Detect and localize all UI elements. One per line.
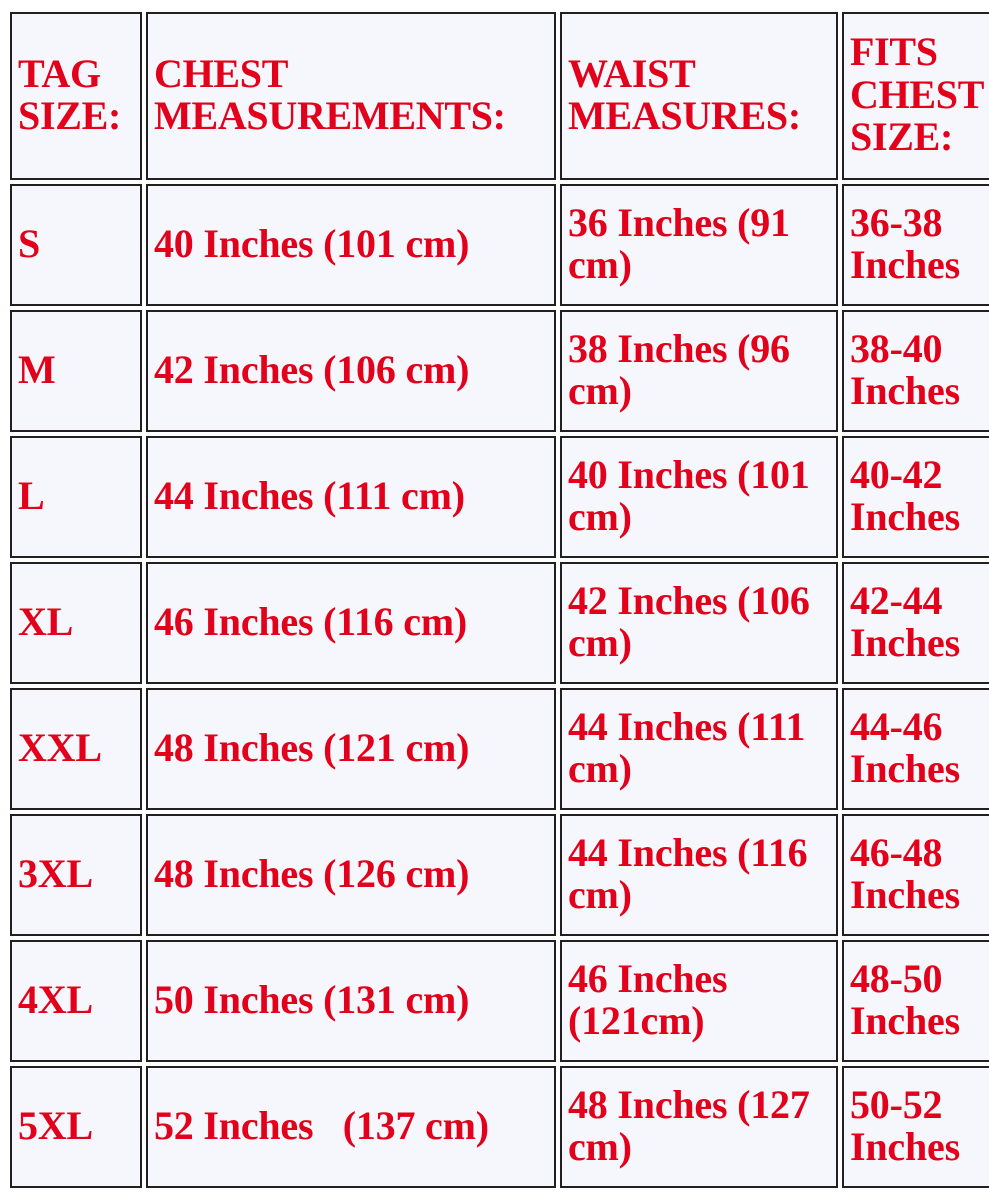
column-header-waist: WAIST MEASURES:	[560, 12, 838, 180]
cell-tag-size: 5XL	[10, 1066, 142, 1188]
cell-chest: 46 Inches (116 cm)	[146, 562, 556, 684]
cell-fits-chest: 36-38 Inches	[842, 184, 989, 306]
cell-tag-size: S	[10, 184, 142, 306]
cell-waist: 44 Inches (111 cm)	[560, 688, 838, 810]
cell-chest: 52 Inches (137 cm)	[146, 1066, 556, 1188]
cell-tag-size: XXL	[10, 688, 142, 810]
table-row	[10, 184, 989, 306]
table-row	[10, 436, 989, 558]
cell-chest: 42 Inches (106 cm)	[146, 310, 556, 432]
cell-waist: 46 Inches (121cm)	[560, 940, 838, 1062]
table-row	[10, 688, 989, 810]
cell-chest: 48 Inches (121 cm)	[146, 688, 556, 810]
table-body	[10, 184, 989, 1188]
cell-waist: 36 Inches (91 cm)	[560, 184, 838, 306]
cell-fits-chest: 50-52 Inches	[842, 1066, 989, 1188]
header-row	[10, 12, 989, 180]
cell-fits-chest: 48-50 Inches	[842, 940, 989, 1062]
cell-tag-size: L	[10, 436, 142, 558]
table-row	[10, 310, 989, 432]
column-header-chest: CHEST MEASUREMENTS:	[146, 12, 556, 180]
table-header	[10, 12, 989, 180]
column-header-tag-size: TAG SIZE:	[10, 12, 142, 180]
cell-tag-size: XL	[10, 562, 142, 684]
cell-waist: 38 Inches (96 cm)	[560, 310, 838, 432]
cell-tag-size: M	[10, 310, 142, 432]
cell-tag-size: 3XL	[10, 814, 142, 936]
cell-fits-chest: 42-44 Inches	[842, 562, 989, 684]
cell-chest: 48 Inches (126 cm)	[146, 814, 556, 936]
cell-chest: 50 Inches (131 cm)	[146, 940, 556, 1062]
cell-fits-chest: 38-40 Inches	[842, 310, 989, 432]
table-row	[10, 814, 989, 936]
cell-waist: 40 Inches (101 cm)	[560, 436, 838, 558]
cell-fits-chest: 40-42 Inches	[842, 436, 989, 558]
cell-tag-size: 4XL	[10, 940, 142, 1062]
cell-waist: 44 Inches (116 cm)	[560, 814, 838, 936]
size-chart-table	[6, 8, 989, 1192]
column-header-fits-chest: FITS CHEST SIZE:	[842, 12, 989, 180]
cell-waist: 48 Inches (127 cm)	[560, 1066, 838, 1188]
table-row	[10, 940, 989, 1062]
cell-fits-chest: 46-48 Inches	[842, 814, 989, 936]
cell-fits-chest: 44-46 Inches	[842, 688, 989, 810]
cell-chest: 44 Inches (111 cm)	[146, 436, 556, 558]
cell-waist: 42 Inches (106 cm)	[560, 562, 838, 684]
table-row	[10, 562, 989, 684]
cell-chest: 40 Inches (101 cm)	[146, 184, 556, 306]
